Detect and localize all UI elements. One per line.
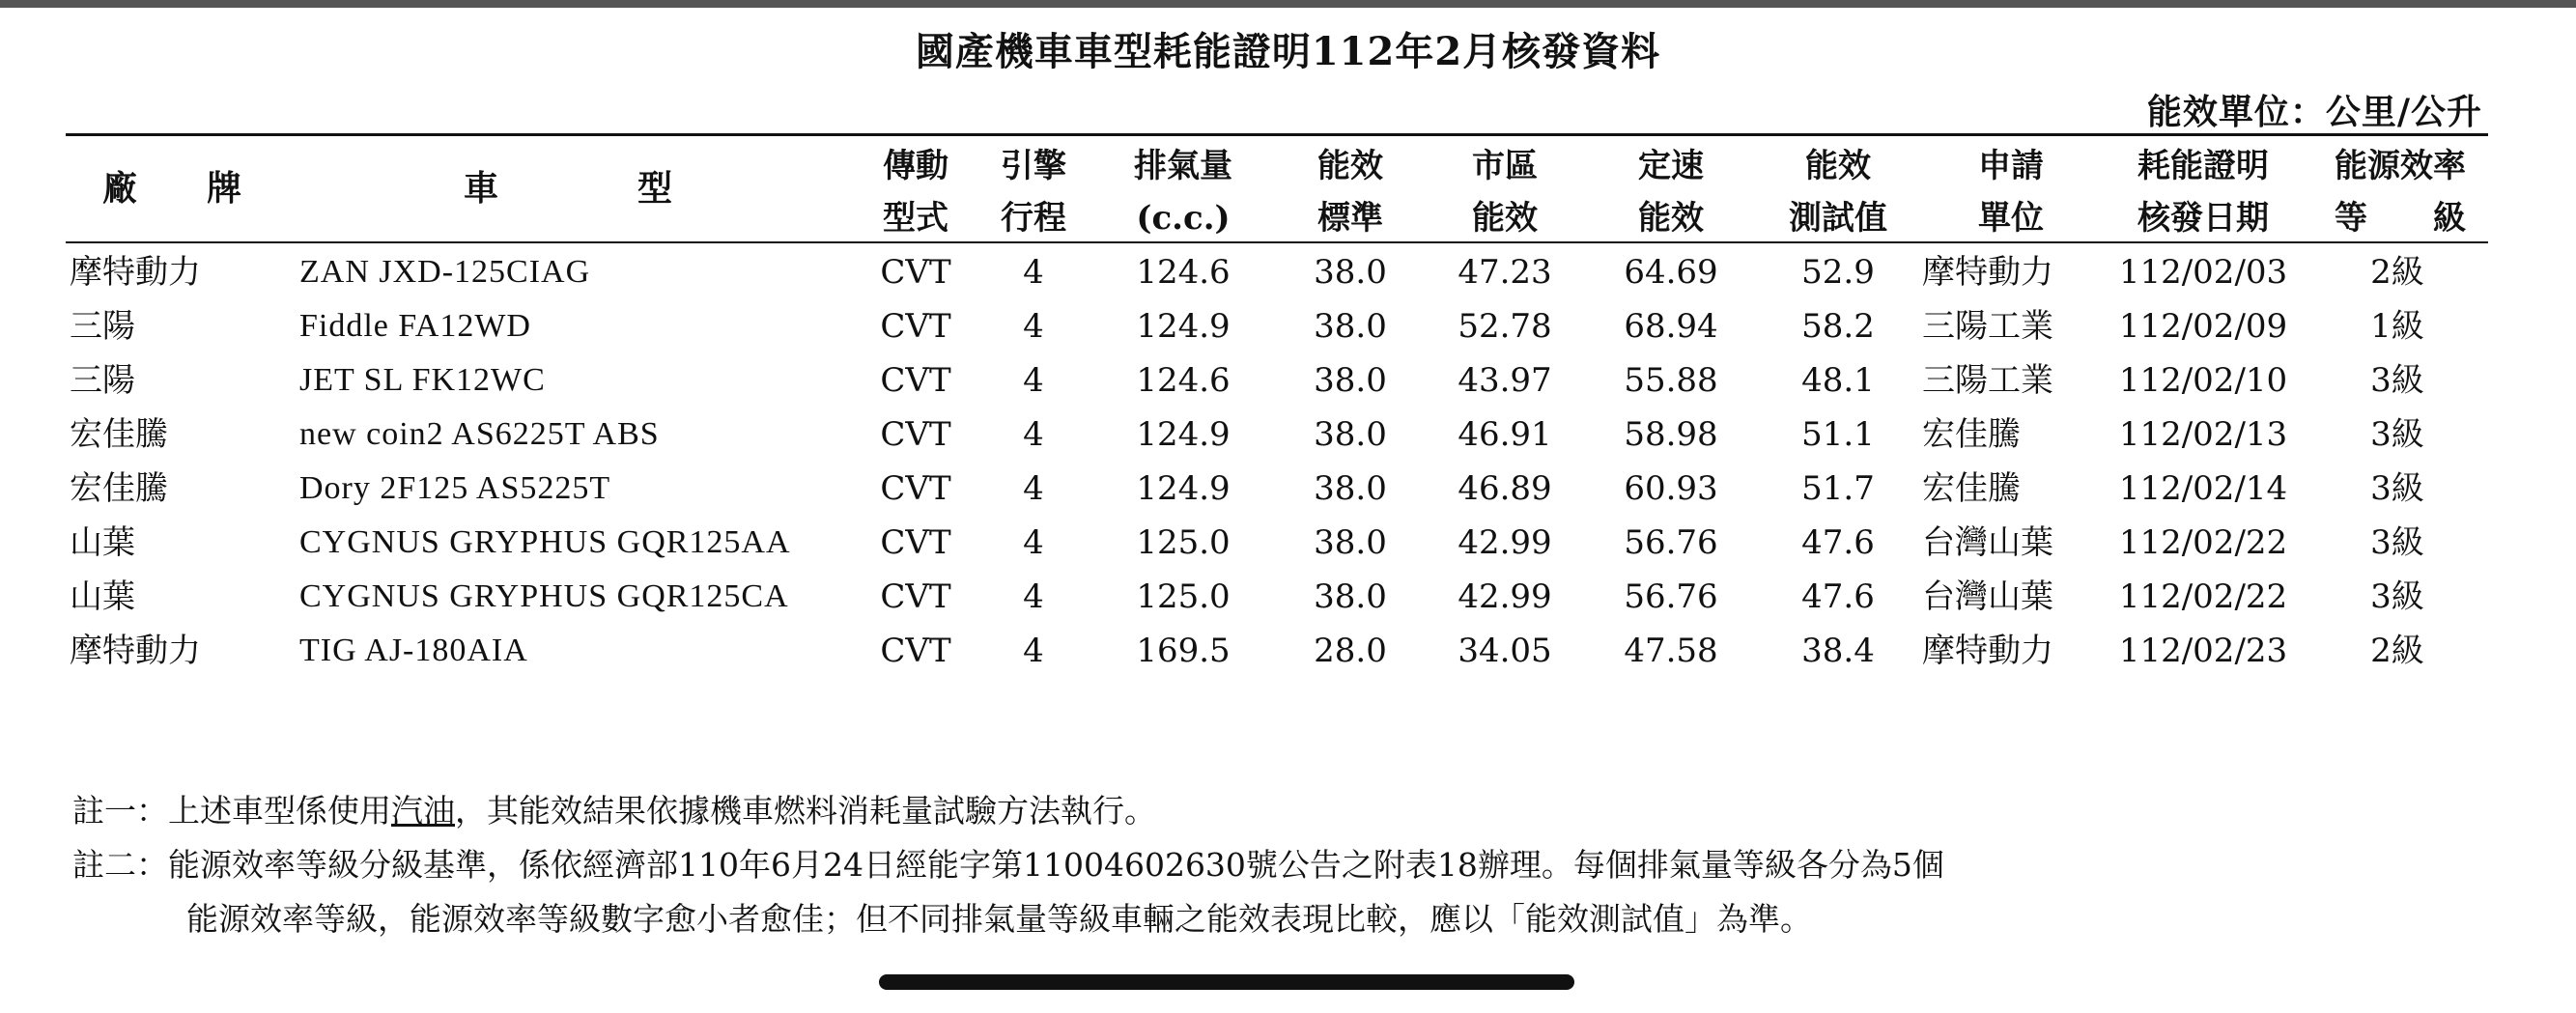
- cell-standard: 28.0: [1314, 632, 1387, 670]
- cell-model: TIG AJ-180AIA: [299, 633, 528, 668]
- cell-stroke: 4: [1023, 361, 1044, 400]
- cell-urban: 34.05: [1458, 632, 1552, 670]
- cell-displacement: 124.9: [1136, 415, 1231, 454]
- cell-model: CYGNUS GRYPHUS GQR125AA: [299, 524, 791, 560]
- cell-brand: 三陽: [70, 307, 135, 346]
- cell-brand: 宏佳騰: [70, 469, 168, 508]
- header-model: 車 型: [464, 168, 673, 209]
- table-row: [0, 624, 2576, 678]
- header-standard: 能效 標準: [1317, 147, 1383, 238]
- home-indicator[interactable]: [879, 974, 1574, 990]
- header-constant: 定速 能效: [1638, 147, 1704, 238]
- cell-applicant: 台灣山葉: [1922, 577, 2053, 616]
- cell-stroke: 4: [1023, 307, 1044, 346]
- cell-constant: 58.98: [1624, 415, 1718, 454]
- cell-urban: 47.23: [1458, 253, 1552, 292]
- cell-displacement: 169.5: [1136, 632, 1231, 670]
- cell-test-value: 52.9: [1801, 253, 1875, 292]
- cell-brand: 宏佳騰: [70, 415, 168, 454]
- cell-test-value: 51.7: [1801, 469, 1875, 508]
- cell-model: JET SL FK12WC: [299, 362, 546, 398]
- cell-applicant: 摩特動力: [1922, 253, 2053, 292]
- table-row: [0, 299, 2576, 353]
- cell-transmission: CVT: [880, 469, 951, 508]
- cell-urban: 42.99: [1458, 523, 1552, 562]
- cell-transmission: CVT: [880, 253, 951, 292]
- cell-standard: 38.0: [1314, 361, 1387, 400]
- top-bar: [0, 0, 2576, 8]
- cell-issue-date: 112/02/10: [2118, 361, 2288, 400]
- cell-standard: 38.0: [1314, 415, 1387, 454]
- table-header-rule: [66, 241, 2488, 243]
- cell-applicant: 三陽工業: [1922, 361, 2053, 400]
- cell-model: Dory 2F125 AS5225T: [299, 470, 611, 506]
- cell-brand: 山葉: [70, 523, 135, 562]
- cell-displacement: 124.6: [1136, 361, 1231, 400]
- cell-grade: 3級: [2370, 469, 2424, 508]
- cell-test-value: 47.6: [1801, 523, 1875, 562]
- cell-issue-date: 112/02/03: [2118, 253, 2288, 292]
- cell-issue-date: 112/02/22: [2118, 523, 2288, 562]
- cell-model: new coin2 AS6225T ABS: [299, 416, 660, 452]
- cell-model: CYGNUS GRYPHUS GQR125CA: [299, 578, 789, 614]
- cell-grade: 3級: [2370, 577, 2424, 616]
- cell-issue-date: 112/02/13: [2118, 415, 2288, 454]
- cell-stroke: 4: [1023, 523, 1044, 562]
- table-row: [0, 462, 2576, 516]
- cell-brand: 摩特動力: [70, 632, 201, 670]
- cell-displacement: 124.9: [1136, 469, 1231, 508]
- cell-constant: 56.76: [1624, 577, 1718, 616]
- cell-constant: 47.58: [1624, 632, 1718, 670]
- cell-constant: 56.76: [1624, 523, 1718, 562]
- unit-note: 能效單位：公里/公升: [2146, 92, 2482, 132]
- header-grade: 能源效率 等 級: [2335, 147, 2466, 238]
- cell-transmission: CVT: [880, 632, 951, 670]
- cell-applicant: 三陽工業: [1922, 307, 2053, 346]
- cell-test-value: 48.1: [1801, 361, 1875, 400]
- cell-grade: 3級: [2370, 361, 2424, 400]
- note-one: 註一：上述車型係使用汽油，其能效結果依據機車燃料消耗量試驗方法執行。: [72, 792, 1156, 830]
- cell-stroke: 4: [1023, 469, 1044, 508]
- cell-urban: 46.89: [1458, 469, 1552, 508]
- cell-transmission: CVT: [880, 361, 951, 400]
- cell-transmission: CVT: [880, 415, 951, 454]
- cell-urban: 42.99: [1458, 577, 1552, 616]
- table-row: [0, 245, 2576, 299]
- header-stroke: 引擎 行程: [1001, 147, 1066, 238]
- cell-standard: 38.0: [1314, 307, 1387, 346]
- cell-displacement: 125.0: [1136, 577, 1231, 616]
- cell-grade: 2級: [2370, 632, 2424, 670]
- note-two-line-one: 註二：能源效率等級分級基準，係依經濟部110年6月24日經能字第11004602630號公告之附表18辦理。每個排氣量等級各分為5個: [72, 846, 1944, 884]
- cell-standard: 38.0: [1314, 523, 1387, 562]
- cell-applicant: 摩特動力: [1922, 632, 2053, 670]
- cell-standard: 38.0: [1314, 253, 1387, 292]
- cell-displacement: 125.0: [1136, 523, 1231, 562]
- cell-issue-date: 112/02/23: [2118, 632, 2288, 670]
- cell-model: Fiddle FA12WD: [299, 308, 531, 344]
- table-row: [0, 516, 2576, 570]
- cell-grade: 1級: [2370, 307, 2424, 346]
- cell-stroke: 4: [1023, 415, 1044, 454]
- header-transmission: 傳動 型式: [883, 147, 948, 238]
- cell-urban: 52.78: [1458, 307, 1552, 346]
- cell-applicant: 台灣山葉: [1922, 523, 2053, 562]
- header-urban: 市區 能效: [1472, 147, 1538, 238]
- header-issue-date: 耗能證明 核發日期: [2137, 147, 2269, 238]
- header-displacement: 排氣量 (c.c.): [1134, 147, 1232, 238]
- cell-constant: 68.94: [1624, 307, 1718, 346]
- cell-constant: 55.88: [1624, 361, 1718, 400]
- cell-grade: 3級: [2370, 523, 2424, 562]
- note-two-line-two: 能源效率等級，能源效率等級數字愈小者愈佳；但不同排氣量等級車輛之能效表現比較，應以「能效測試值」為準。: [186, 900, 1812, 938]
- cell-issue-date: 112/02/14: [2118, 469, 2288, 508]
- cell-transmission: CVT: [880, 307, 951, 346]
- cell-urban: 46.91: [1458, 415, 1552, 454]
- table-row: [0, 570, 2576, 624]
- header-test-value: 能效 測試值: [1789, 147, 1887, 238]
- cell-grade: 2級: [2370, 253, 2424, 292]
- cell-standard: 38.0: [1314, 577, 1387, 616]
- cell-stroke: 4: [1023, 632, 1044, 670]
- cell-urban: 43.97: [1458, 361, 1552, 400]
- cell-brand: 摩特動力: [70, 253, 201, 292]
- cell-test-value: 47.6: [1801, 577, 1875, 616]
- table-row: [0, 408, 2576, 462]
- cell-issue-date: 112/02/09: [2118, 307, 2288, 346]
- cell-applicant: 宏佳騰: [1922, 415, 2021, 454]
- cell-standard: 38.0: [1314, 469, 1387, 508]
- cell-stroke: 4: [1023, 253, 1044, 292]
- cell-constant: 64.69: [1624, 253, 1718, 292]
- cell-constant: 60.93: [1624, 469, 1718, 508]
- cell-grade: 3級: [2370, 415, 2424, 454]
- document-title: 國產機車車型耗能證明112年2月核發資料: [915, 29, 1661, 74]
- cell-brand: 山葉: [70, 577, 135, 616]
- table-row: [0, 353, 2576, 408]
- cell-stroke: 4: [1023, 577, 1044, 616]
- cell-transmission: CVT: [880, 577, 951, 616]
- table-top-rule: [66, 133, 2488, 136]
- cell-displacement: 124.6: [1136, 253, 1231, 292]
- cell-test-value: 38.4: [1801, 632, 1875, 670]
- cell-model: ZAN JXD-125CIAG: [299, 254, 591, 290]
- cell-transmission: CVT: [880, 523, 951, 562]
- header-applicant: 申請 單位: [1978, 147, 2044, 238]
- cell-test-value: 51.1: [1801, 415, 1875, 454]
- cell-issue-date: 112/02/22: [2118, 577, 2288, 616]
- cell-test-value: 58.2: [1801, 307, 1875, 346]
- footnotes: [72, 784, 1944, 946]
- cell-applicant: 宏佳騰: [1922, 469, 2021, 508]
- header-brand: 廠 牌: [102, 168, 242, 209]
- cell-brand: 三陽: [70, 361, 135, 400]
- cell-displacement: 124.9: [1136, 307, 1231, 346]
